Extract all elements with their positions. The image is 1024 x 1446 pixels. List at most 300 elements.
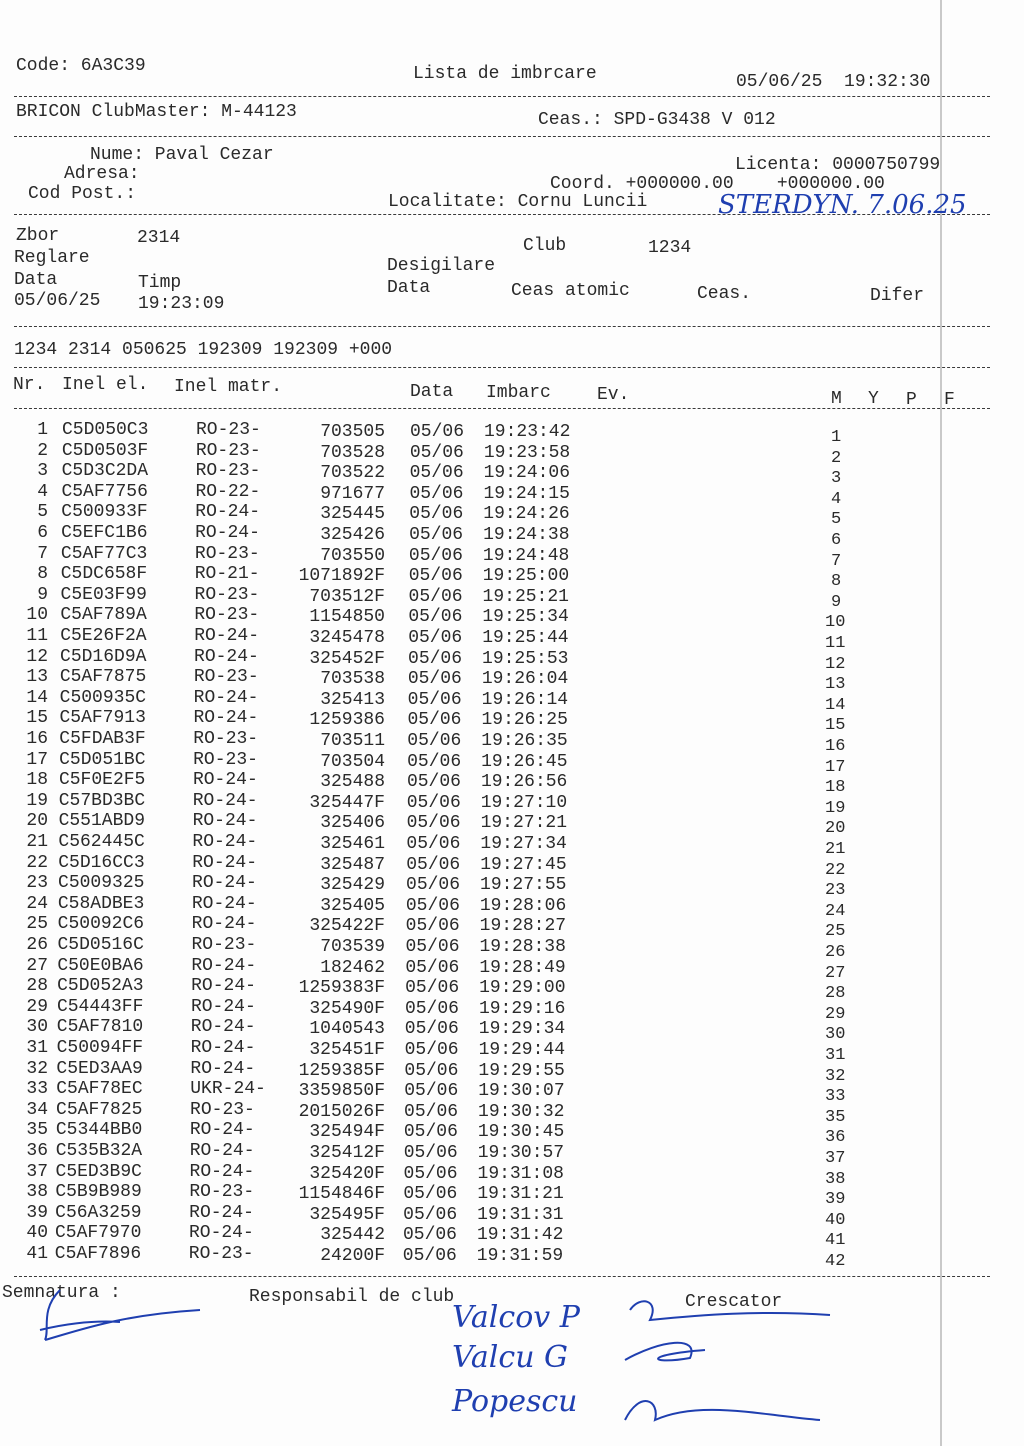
row-ring-series: RO-24- <box>195 523 260 543</box>
row-nr: 20 <box>26 811 48 832</box>
row-ring-series: RO-24- <box>190 1058 256 1079</box>
row-nr: 2 <box>37 440 48 461</box>
row-time: 19:23:42 <box>484 422 571 442</box>
row-ring-series: RO-23- <box>191 935 257 955</box>
row-time: 19:30:32 <box>478 1101 565 1122</box>
row-m-rank: 24 <box>825 901 846 921</box>
row-electronic-ring: C500933F <box>61 502 148 523</box>
divider <box>14 326 990 327</box>
row-ring-series: RO-24- <box>189 1120 255 1141</box>
row-time: 19:27:55 <box>480 875 567 896</box>
row-m-rank: 6 <box>831 531 842 550</box>
row-time: 19:31:31 <box>477 1204 564 1225</box>
row-nr: 18 <box>26 770 48 791</box>
row-date: 05/06 <box>405 978 460 999</box>
row-date: 05/06 <box>406 875 461 896</box>
row-ring-number: 1259386 <box>309 710 385 731</box>
row-nr: 14 <box>26 687 48 708</box>
row-m-rank: 41 <box>825 1231 846 1251</box>
row-time: 19:28:27 <box>479 916 567 937</box>
row-ring-series: RO-23- <box>195 461 261 482</box>
row-nr: 33 <box>26 1079 48 1100</box>
row-m-rank: 16 <box>825 737 846 756</box>
row-m-rank: 15 <box>825 716 846 736</box>
atomic-clock-label: Ceas atomic <box>511 281 630 301</box>
row-ring-number: 1154850 <box>309 607 385 628</box>
clock-col-label: Ceas. <box>697 284 752 304</box>
row-m-rank: 4 <box>831 489 842 509</box>
row-electronic-ring: C5D16CC3 <box>58 852 145 873</box>
row-ring-number: 703539 <box>320 937 385 957</box>
row-electronic-ring: C5D050C3 <box>62 420 149 440</box>
row-ring-number: 325495F <box>309 1204 385 1225</box>
col-m: M <box>831 389 842 409</box>
row-ring-number: 325451F <box>309 1040 385 1060</box>
signature-name-3: Popescu <box>452 1384 578 1419</box>
row-date: 05/06 <box>403 1163 458 1184</box>
row-ring-series: UKR-24- <box>190 1079 266 1100</box>
row-date: 05/06 <box>403 1143 458 1163</box>
row-electronic-ring: C5D052A3 <box>57 976 144 997</box>
row-ring-series: RO-24- <box>192 873 257 894</box>
row-m-rank: 19 <box>825 798 846 818</box>
col-nr: Nr. <box>13 375 46 395</box>
row-m-rank: 8 <box>831 572 842 592</box>
row-time: 19:26:14 <box>481 689 569 710</box>
row-time: 19:27:45 <box>480 854 567 875</box>
row-electronic-ring: C5D0516C <box>57 935 144 955</box>
difference-label: Difer <box>870 286 925 306</box>
setting-label: Reglare <box>14 248 90 268</box>
print-datetime: 05/06/25 19:32:30 <box>736 72 931 92</box>
row-m-rank: 35 <box>825 1107 846 1127</box>
row-m-rank: 1 <box>831 428 842 447</box>
signature-label: Semnatura : <box>2 1283 121 1303</box>
club-number: 1234 <box>648 238 692 258</box>
row-date: 05/06 <box>409 483 464 504</box>
row-date: 05/06 <box>403 1122 458 1143</box>
row-ring-number: 325413 <box>320 689 385 710</box>
row-electronic-ring: C5ED3B9C <box>55 1161 142 1182</box>
row-electronic-ring: C551ABD9 <box>58 811 145 832</box>
row-time: 19:24:06 <box>483 463 571 484</box>
row-nr: 1 <box>37 420 48 440</box>
row-ring-number: 971677 <box>320 483 385 504</box>
row-date: 05/06 <box>407 689 462 710</box>
divider <box>14 96 990 97</box>
row-date: 05/06 <box>407 669 462 690</box>
row-nr: 40 <box>26 1223 48 1244</box>
row-m-rank: 40 <box>825 1210 846 1230</box>
row-date: 05/06 <box>406 772 461 793</box>
row-date: 05/06 <box>407 710 462 731</box>
unsealing-label: Desigilare <box>387 256 496 276</box>
row-date: 05/06 <box>407 751 462 772</box>
row-date: 05/06 <box>409 442 464 463</box>
row-electronic-ring: C5E03F99 <box>60 584 147 605</box>
row-date: 05/06 <box>406 813 461 834</box>
row-nr: 38 <box>26 1182 48 1203</box>
row-m-rank: 26 <box>825 943 846 962</box>
row-ring-series: RO-24- <box>190 996 256 1017</box>
row-ring-series: RO-24- <box>188 1223 254 1244</box>
row-nr: 27 <box>26 955 48 976</box>
row-nr: 16 <box>26 729 48 749</box>
row-date: 05/06 <box>402 1246 457 1266</box>
row-time: 19:26:25 <box>481 710 568 731</box>
row-ring-series: RO-23- <box>195 440 261 461</box>
row-ring-number: 325406 <box>320 813 385 834</box>
handwritten-note: STERDYN. 7.06.25 <box>718 190 967 220</box>
row-ring-number: 325442 <box>320 1225 385 1246</box>
row-ring-number: 325405 <box>320 895 385 916</box>
row-ring-number: 703505 <box>320 422 385 442</box>
row-date: 05/06 <box>410 422 465 442</box>
row-date: 05/06 <box>409 525 464 545</box>
row-ring-number: 703511 <box>320 731 385 751</box>
row-electronic-ring: C5D0503F <box>61 440 149 461</box>
row-ring-series: RO-24- <box>193 687 259 708</box>
row-time: 19:23:58 <box>483 442 571 463</box>
row-ring-number: 325452F <box>309 648 385 669</box>
row-ring-series: RO-23- <box>188 1244 254 1264</box>
row-electronic-ring: C5344BB0 <box>55 1120 143 1141</box>
row-nr: 5 <box>37 502 48 523</box>
row-m-rank: 37 <box>825 1149 846 1168</box>
row-ring-series: RO-24- <box>190 1017 256 1038</box>
clock-label: Ceas.: SPD-G3438 V 012 <box>538 110 776 130</box>
row-date: 05/06 <box>404 1081 459 1102</box>
row-ring-number: 703538 <box>320 669 385 690</box>
row-nr: 29 <box>26 996 48 1017</box>
license-label: Licenta: 0000750799 <box>735 155 941 175</box>
breeder-label: Crescator <box>685 1292 783 1312</box>
row-electronic-ring: C50E0BA6 <box>57 955 144 976</box>
divider <box>14 408 990 409</box>
row-m-rank: 7 <box>831 551 842 571</box>
row-time: 19:28:49 <box>479 957 566 978</box>
row-electronic-ring: C5F0E2F5 <box>58 770 146 791</box>
row-ring-number: 325420F <box>309 1163 385 1184</box>
row-time: 19:30:57 <box>477 1143 565 1163</box>
row-time: 19:24:48 <box>482 545 570 566</box>
row-ring-series: RO-21- <box>194 564 260 585</box>
row-ring-number: 1154846F <box>298 1184 385 1205</box>
row-date: 05/06 <box>408 607 463 628</box>
row-ring-series: RO-24- <box>191 893 257 914</box>
row-ring-series: RO-24- <box>191 955 257 976</box>
row-time: 19:31:21 <box>477 1184 564 1205</box>
row-time: 19:29:00 <box>479 978 566 999</box>
clubmaster-label: BRICON ClubMaster: M-44123 <box>16 102 297 122</box>
row-nr: 13 <box>26 667 48 688</box>
row-m-rank: 3 <box>831 469 842 489</box>
row-ring-number: 1040543 <box>309 1019 385 1040</box>
row-ring-number: 703528 <box>320 442 385 463</box>
row-time: 19:27:34 <box>480 834 567 854</box>
row-electronic-ring: C5EFC1B6 <box>61 523 148 543</box>
row-m-rank: 20 <box>825 819 846 839</box>
row-nr: 11 <box>26 626 48 646</box>
row-ring-number: 1259385F <box>298 1060 385 1081</box>
row-electronic-ring: C5B9B989 <box>55 1182 142 1203</box>
row-ring-number: 1071892F <box>298 566 385 587</box>
row-ring-number: 325487 <box>320 854 385 875</box>
row-date: 05/06 <box>403 1184 458 1205</box>
row-ring-series: RO-24- <box>191 976 256 997</box>
row-m-rank: 32 <box>825 1066 846 1086</box>
row-time: 19:29:34 <box>478 1019 566 1040</box>
row-date: 05/06 <box>407 731 462 751</box>
row-date: 05/06 <box>406 792 461 813</box>
row-date: 05/06 <box>406 834 461 854</box>
row-m-rank: 31 <box>825 1046 846 1065</box>
row-nr: 7 <box>37 543 48 564</box>
row-ring-series: RO-24- <box>193 708 259 729</box>
row-ring-series: RO-24- <box>192 770 258 791</box>
row-time: 19:30:07 <box>478 1081 565 1102</box>
row-ring-series: RO-23- <box>193 667 259 688</box>
row-nr: 34 <box>26 1099 48 1120</box>
code-label: Code: 6A3C39 <box>16 56 146 76</box>
row-m-rank: 12 <box>825 654 846 674</box>
fancier-name: Nume: Paval Cezar <box>90 145 274 165</box>
row-ring-series: RO-23- <box>193 749 258 770</box>
row-ring-number: 703550 <box>320 545 385 566</box>
row-time: 19:27:10 <box>480 792 568 813</box>
row-time: 19:26:45 <box>481 751 568 772</box>
row-date: 05/06 <box>408 566 463 587</box>
row-time: 19:30:45 <box>477 1122 565 1143</box>
row-nr: 9 <box>37 584 48 605</box>
row-ring-number: 325445 <box>320 504 385 525</box>
row-ring-number: 325447F <box>309 792 385 813</box>
row-nr: 30 <box>26 1017 48 1038</box>
row-electronic-ring: C57BD3BC <box>58 790 146 811</box>
row-time: 19:29:16 <box>478 998 566 1019</box>
row-electronic-ring: C5E26F2A <box>60 626 147 646</box>
row-m-rank: 13 <box>825 675 846 695</box>
row-electronic-ring: C562445C <box>58 832 145 852</box>
row-electronic-ring: C5D3C2DA <box>61 461 149 482</box>
row-nr: 41 <box>26 1244 48 1264</box>
row-electronic-ring: C5AF7825 <box>56 1099 143 1120</box>
row-time: 19:29:55 <box>478 1060 565 1081</box>
col-electronic-ring: Inel el. <box>62 375 149 395</box>
row-time: 19:26:56 <box>480 772 568 793</box>
row-ring-series: RO-23- <box>194 584 260 605</box>
row-ring-series: RO-23- <box>194 605 260 626</box>
row-nr: 21 <box>26 832 48 852</box>
row-nr: 32 <box>26 1058 48 1079</box>
row-ring-series: RO-23- <box>193 729 259 749</box>
signature-scribbles <box>0 1270 900 1446</box>
row-nr: 28 <box>26 976 48 997</box>
row-electronic-ring: C5AF789A <box>60 605 147 626</box>
row-ring-number: 3359850F <box>298 1081 385 1102</box>
row-nr: 19 <box>26 790 48 811</box>
row-nr: 22 <box>26 852 48 873</box>
row-time: 19:24:15 <box>483 483 570 504</box>
row-ring-number: 703522 <box>320 463 385 484</box>
flight-number: 2314 <box>137 228 181 248</box>
row-m-rank: 23 <box>825 881 846 901</box>
row-time: 19:27:21 <box>480 813 567 834</box>
row-time: 19:31:08 <box>477 1163 564 1184</box>
row-ring-series: RO-22- <box>195 481 261 502</box>
row-m-rank: 21 <box>825 840 846 859</box>
row-time: 19:25:44 <box>482 628 569 648</box>
row-electronic-ring: C5AF7810 <box>56 1017 144 1038</box>
row-electronic-ring: C56A3259 <box>55 1202 142 1223</box>
row-electronic-ring: C500935C <box>59 687 147 708</box>
row-nr: 17 <box>26 749 48 770</box>
row-m-rank: 28 <box>825 984 846 1004</box>
col-p: P <box>906 390 917 410</box>
row-ring-number: 703512F <box>309 586 385 607</box>
row-ring-series: RO-24- <box>192 790 258 811</box>
row-electronic-ring: C5AF77C3 <box>60 543 148 564</box>
document-title: Lista de imbrcare <box>413 64 597 84</box>
row-ring-number: 325422F <box>309 916 385 937</box>
row-date: 05/06 <box>404 1019 459 1040</box>
row-m-rank: 22 <box>825 860 846 880</box>
signature-name-2: Valcu G <box>452 1340 569 1375</box>
time-label: Timp <box>138 273 182 293</box>
row-ring-series: RO-24- <box>190 1038 256 1058</box>
row-ring-number: 325461 <box>320 834 385 854</box>
row-time: 19:25:21 <box>482 586 569 607</box>
row-nr: 24 <box>26 893 48 914</box>
row-m-rank: 25 <box>825 922 846 942</box>
row-date: 05/06 <box>404 1040 459 1060</box>
row-nr: 8 <box>37 564 48 585</box>
row-time: 19:31:42 <box>476 1225 564 1246</box>
row-time: 19:25:53 <box>482 648 569 669</box>
row-date: 05/06 <box>406 854 461 875</box>
row-date: 05/06 <box>408 628 463 648</box>
row-ring-number: 325429 <box>320 875 385 896</box>
col-y: Y <box>868 389 879 409</box>
row-nr: 3 <box>37 461 48 482</box>
row-electronic-ring: C535B32A <box>55 1141 143 1161</box>
club-responsible-label: Responsabil de club <box>249 1287 455 1307</box>
row-ring-number: 325426 <box>320 525 385 545</box>
row-electronic-ring: C5AF7913 <box>59 708 146 729</box>
row-ring-series: RO-24- <box>189 1141 255 1161</box>
row-ring-series: RO-24- <box>189 1161 255 1182</box>
row-nr: 37 <box>26 1161 48 1182</box>
address-label: Adresa: <box>64 164 140 184</box>
row-nr: 31 <box>26 1038 48 1058</box>
row-ring-series: RO-23- <box>194 543 260 564</box>
row-electronic-ring: C5ED3AA9 <box>56 1058 143 1079</box>
row-electronic-ring: C5AF7896 <box>54 1244 142 1264</box>
row-m-rank: 14 <box>825 695 846 715</box>
row-time: 19:24:38 <box>483 525 570 545</box>
row-ring-number: 325412F <box>309 1143 385 1163</box>
row-ring-series: RO-24- <box>192 832 258 852</box>
row-time: 19:25:00 <box>482 566 570 587</box>
row-ring-series: RO-24- <box>191 914 257 935</box>
row-ring-series: RO-24- <box>192 852 258 873</box>
row-date: 05/06 <box>408 586 463 607</box>
row-ring-number: 703504 <box>320 751 385 772</box>
row-date: 05/06 <box>404 1101 459 1122</box>
row-m-rank: 30 <box>825 1025 846 1045</box>
row-ring-series: RO-24- <box>189 1202 254 1223</box>
row-date: 05/06 <box>409 504 464 525</box>
row-m-rank: 39 <box>825 1190 846 1210</box>
row-m-rank: 42 <box>825 1252 846 1271</box>
row-ring-series: RO-24- <box>192 811 258 832</box>
divider <box>14 136 990 137</box>
row-nr: 12 <box>26 646 48 667</box>
flight-label: Zbor <box>16 226 60 246</box>
row-date: 05/06 <box>405 957 460 978</box>
row-date: 05/06 <box>409 463 464 484</box>
setting-date: 05/06/25 <box>14 291 101 311</box>
row-ring-series: RO-23- <box>196 420 261 440</box>
row-m-rank: 33 <box>825 1087 846 1107</box>
row-electronic-ring: C54443FF <box>56 996 144 1017</box>
row-ring-number: 325488 <box>320 772 385 793</box>
postal-code-label: Cod Post.: <box>28 184 137 204</box>
row-nr: 39 <box>26 1202 48 1223</box>
row-time: 19:25:34 <box>482 607 569 628</box>
row-date: 05/06 <box>404 1060 459 1081</box>
row-nr: 36 <box>26 1141 48 1161</box>
row-ring-number: 24200F <box>320 1246 385 1266</box>
row-ring-series: RO-24- <box>194 646 259 667</box>
divider <box>14 214 990 215</box>
col-date: Data <box>410 382 454 402</box>
row-electronic-ring: C50094FF <box>56 1038 144 1058</box>
row-ring-number: 325494F <box>309 1122 385 1143</box>
row-ring-series: RO-24- <box>194 626 259 646</box>
row-electronic-ring: C5D051BC <box>59 749 146 770</box>
row-ring-number: 1259383F <box>298 978 385 999</box>
unseal-date-label: Data <box>387 278 431 298</box>
signature-name-1: Valcov P <box>452 1300 580 1335</box>
row-time: 19:28:06 <box>479 895 567 916</box>
row-electronic-ring: C5DC658F <box>60 564 148 585</box>
row-electronic-ring: C5D16D9A <box>60 646 147 667</box>
row-m-rank: 9 <box>831 592 842 612</box>
row-m-rank: 5 <box>831 510 842 530</box>
row-m-rank: 27 <box>825 963 846 983</box>
summary-line: 1234 2314 050625 192309 192309 +000 <box>14 340 393 360</box>
row-electronic-ring: C5009325 <box>58 873 145 894</box>
row-date: 05/06 <box>403 1204 458 1225</box>
row-nr: 23 <box>26 873 48 894</box>
row-time: 19:29:44 <box>478 1040 566 1060</box>
row-m-rank: 17 <box>825 757 846 777</box>
row-nr: 6 <box>37 523 48 543</box>
row-nr: 25 <box>26 914 48 935</box>
row-ring-series: RO-24- <box>195 502 261 523</box>
row-m-rank: 11 <box>825 634 846 653</box>
row-electronic-ring: C5AF7875 <box>59 667 147 688</box>
row-nr: 4 <box>37 481 48 502</box>
row-date: 05/06 <box>405 895 460 916</box>
row-date: 05/06 <box>408 648 463 669</box>
row-electronic-ring: C50092C6 <box>57 914 145 935</box>
row-time: 19:26:35 <box>481 731 568 751</box>
row-date: 05/06 <box>408 545 463 566</box>
row-date: 05/06 <box>405 916 460 937</box>
col-event: Ev. <box>597 385 630 405</box>
